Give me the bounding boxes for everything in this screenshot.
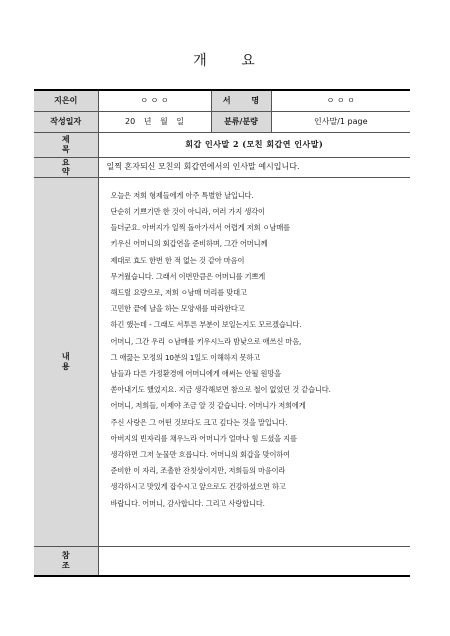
content-line: 아버지의 빈자리를 채우느라 어머니가 얼마나 힘 드셨을 지를 [110, 433, 297, 443]
content-line: 그 애끓는 모정의 10분의 1일도 이해하지 못하고 [110, 352, 261, 362]
date-label: 작성일자 [34, 111, 98, 132]
content-line: 고민한 끝에 날을 하는 모양새를 따라한다고 [110, 304, 245, 314]
overview-form-table [34, 89, 410, 577]
content-line: 바랍니다. 어머니, 감사합니다. 그리고 사랑합니다. [110, 498, 265, 508]
category-value: 인사말/1 page [271, 111, 410, 132]
summary-value: 일찍 혼자되신 모친의 회갑연에서의 인사말 예시입니다. [98, 157, 410, 177]
content-line: 생각하시고 맛있게 잡수시고 앞으로도 건강하셨으면 하고 [110, 482, 286, 492]
row-summary [34, 157, 410, 177]
content-line: 생각하면 그저 눈물만 흐릅니다. 어머니의 회갑을 맞이하여 [110, 449, 291, 459]
author-value: ㅇ ㅇ ㅇ [98, 90, 211, 111]
content-line: 제대로 효도 한번 한 적 없는 것 같아 마음이 [110, 255, 245, 265]
author-label: 지은이 [34, 90, 98, 111]
content-body [98, 177, 410, 546]
content-line: 주신 사랑은 그 어떤 것보다도 크고 깊다는 것을 말입니다. [110, 417, 288, 427]
summary-label: 요 약 [34, 157, 98, 177]
content-line: 해드릴 요량으로, 저희 ㅇ남매 머리를 맞대고 [110, 287, 247, 297]
content-label: 내 용 [34, 177, 98, 546]
reference-value [98, 546, 410, 576]
row-author [34, 90, 410, 111]
row-content [34, 177, 410, 546]
row-subject [34, 132, 410, 157]
signature-label: 서 명 [211, 90, 271, 111]
content-line: 무거웠습니다. 그래서 이번만큼은 어머니를 기쁘게 [110, 271, 266, 281]
content-line: 어머니, 그간 우리 ㅇ남매를 키우시느라 밤낮으로 애쓰신 마음, [110, 336, 302, 346]
content-line: 키우신 어머니의 회갑연을 준비하며, 그간 어머니께 [110, 239, 268, 249]
content-line: 들더군요. 아버지가 일찍 돌아가셔서 어렵게 저희 ㅇ남매를 [110, 223, 291, 233]
document-title: 개 요 [193, 53, 257, 69]
subject-value: 회갑 인사말 2 (모친 회갑연 인사말) [98, 132, 410, 157]
content-line: 남들과 다른 가정환경에 어머니에게 애써는 안될 원망을 [110, 368, 282, 378]
reference-label: 참 조 [34, 546, 98, 576]
subject-label: 제 목 [34, 132, 98, 157]
content-line: 단순히 기쁘기만 한 것이 아니라, 여러 가지 생각이 [110, 206, 265, 216]
content-line: 준비한 이 자리, 조촐한 잔칫상이지만, 저희들의 마음이라 [110, 466, 286, 476]
row-date [34, 111, 410, 132]
date-value: 20 년 월 일 [98, 111, 211, 132]
category-label: 분류/분량 [211, 111, 271, 132]
content-line: 쏟아내기도 했었지요. 지금 생각해보면 참으로 철이 없었던 것 같습니다. [110, 385, 331, 395]
row-reference [34, 546, 410, 576]
content-line: 오늘은 저희 형제들에게 아주 특별한 날입니다. [110, 190, 254, 200]
content-line: 하긴 했는데 - 그래도 서투른 부분이 보일는지도 모르겠습니다. [110, 320, 302, 330]
signature-value: ㅇ ㅇ ㅇ [271, 90, 410, 111]
content-line: 어머니, 저희들, 이제야 조금 알 것 같습니다. 어머니가 저희에게 [110, 401, 306, 411]
